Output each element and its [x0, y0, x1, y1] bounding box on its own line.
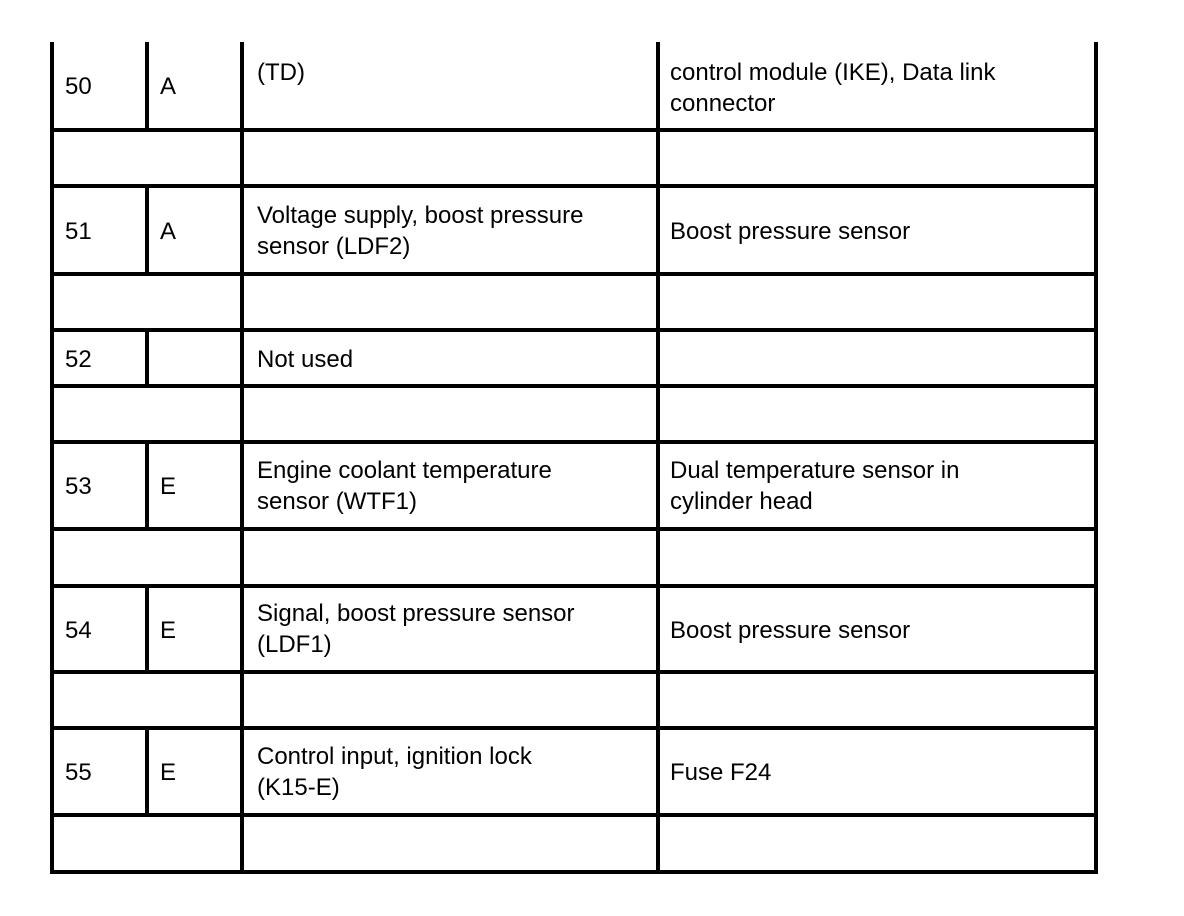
pin-type: E: [160, 472, 177, 500]
pin-description: (TD): [257, 59, 305, 86]
pin-number: 51: [65, 217, 92, 245]
table-border-type-description: [240, 42, 244, 874]
pin-number: 52: [65, 345, 92, 373]
table-border-pin-type: [145, 442, 149, 530]
pin-type: E: [160, 758, 177, 786]
table-border-pin-type: [145, 586, 149, 672]
table-border-description-connection: [656, 42, 660, 874]
table-border-pin-type: [145, 330, 149, 386]
pin-type: [160, 332, 238, 386]
pin-description: Signal, boost pressure sensor (LDF1): [257, 600, 575, 658]
pin-number: 50: [65, 72, 92, 100]
table-border-left: [50, 42, 54, 874]
pin-type: A: [160, 217, 177, 245]
pin-connection: [670, 332, 1090, 386]
pin-connection: Fuse F24: [670, 758, 772, 786]
pin-connection: Dual temperature sensor in cylinder head: [670, 457, 960, 515]
pin-connection: control module (IKE), Data link connector: [670, 59, 996, 117]
table-border-pin-type: [145, 42, 149, 130]
pin-type: E: [160, 616, 177, 644]
table-border-right: [1094, 42, 1098, 874]
pin-description: Engine coolant temperature sensor (WTF1): [257, 457, 552, 515]
pin-number: 55: [65, 758, 92, 786]
table-border-pin-type: [145, 728, 149, 816]
pin-description: Voltage supply, boost pressure sensor (LDF2): [257, 202, 584, 260]
pin-number: 54: [65, 616, 92, 644]
table-border-pin-type: [145, 186, 149, 274]
pin-connection: Boost pressure sensor: [670, 217, 911, 245]
pin-description: Not used: [257, 345, 354, 373]
table-border-bottom: [50, 870, 1098, 874]
pin-number: 53: [65, 472, 92, 500]
pin-connection: Boost pressure sensor: [670, 616, 911, 644]
pin-description: Control input, ignition lock (K15-E): [257, 743, 532, 801]
pin-type: A: [160, 72, 177, 100]
